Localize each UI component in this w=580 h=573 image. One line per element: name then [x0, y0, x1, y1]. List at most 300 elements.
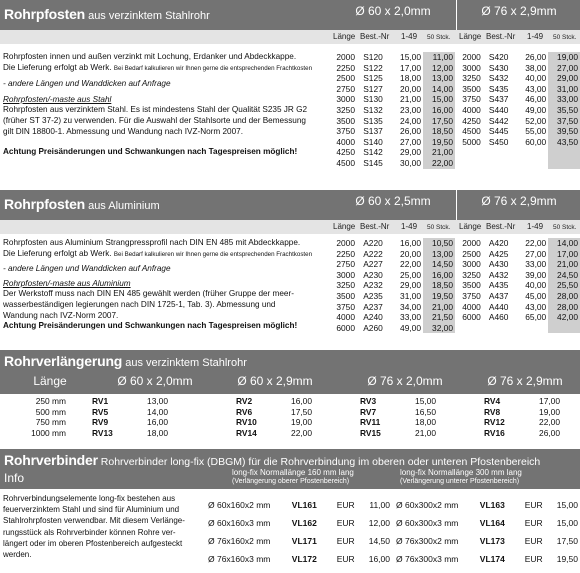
order-number-cell: S440	[488, 104, 509, 115]
price-1-49-cell	[515, 323, 549, 334]
length-cell: 5000	[462, 136, 481, 147]
dim-header-b: Ø 76 x 2,9mm	[481, 4, 557, 18]
extension-length: 1000 mm	[31, 427, 66, 438]
length-cell: 3250	[336, 104, 355, 115]
price-50-cell: 12,00	[423, 63, 455, 74]
price-50-cell: 21,50	[423, 312, 455, 323]
price-row	[330, 73, 455, 84]
price-row	[456, 323, 580, 334]
price-row	[330, 312, 455, 323]
code-cell: VL174	[479, 554, 505, 564]
currency-cell: EUR	[336, 536, 355, 546]
currency-cell: EUR	[336, 518, 355, 528]
order-number-cell: S445	[488, 126, 509, 137]
price-row	[330, 52, 455, 63]
order-number-cell: A220	[363, 238, 383, 248]
price-row	[456, 126, 580, 137]
order-number-cell: S137	[363, 126, 383, 137]
connector-row	[394, 550, 580, 568]
price-1-49-cell: 31,00	[400, 290, 421, 301]
length-cell: 2750	[336, 259, 355, 270]
connector-row	[394, 514, 580, 532]
price-1-49-cell: 27,00	[400, 136, 421, 147]
connector-description	[3, 493, 203, 560]
connector-table-160	[206, 496, 392, 568]
code-cell: VL164	[479, 518, 505, 528]
length-cell: 2000	[336, 238, 355, 248]
extension-code: RV6	[236, 406, 253, 417]
price-row	[456, 249, 580, 260]
order-number-cell: S127	[363, 83, 383, 94]
currency-cell: EUR	[524, 536, 543, 546]
order-number-cell: A460	[488, 312, 509, 323]
order-number-cell: A230	[363, 269, 383, 280]
price-50-cell: 13,00	[423, 73, 455, 84]
dimension-cell: Ø 76x300x3 mm	[396, 554, 459, 564]
extension-code: RV14	[236, 427, 257, 438]
price-1-49-cell: 20,00	[400, 83, 421, 94]
extension-price: 13,00	[147, 396, 168, 406]
price-50-cell: 28,00	[548, 291, 580, 302]
length-cell: 3250	[462, 73, 481, 84]
connector-row	[394, 496, 580, 514]
length-cell: 3000	[336, 94, 355, 105]
price-cell: 15,00	[556, 500, 578, 510]
price-cell: 16,00	[368, 554, 390, 564]
order-number-cell: S450	[488, 136, 509, 147]
order-number-cell: S435	[488, 83, 509, 94]
price-50-cell: 27,00	[548, 63, 580, 74]
dim-header-b: Ø 76 x 2,9mm	[481, 194, 557, 208]
price-cell: 12,00	[368, 518, 390, 528]
extension-price: 18,00	[147, 427, 168, 438]
price-row	[330, 158, 455, 169]
length-cell: 2500	[462, 248, 481, 259]
extension-price: 15,00	[415, 396, 436, 406]
price-1-49-cell: 65,00	[525, 312, 547, 323]
price-1-49-cell: 49,00	[400, 322, 421, 333]
price-50-cell: 28,00	[548, 302, 580, 313]
extension-length: 750 mm	[35, 417, 66, 427]
order-number-cell: S125	[363, 73, 383, 84]
price-1-49-cell: 33,00	[525, 259, 547, 270]
price-1-49-cell	[515, 158, 549, 169]
price-row	[330, 94, 455, 105]
extension-code: RV12	[484, 417, 505, 427]
length-cell: 6000	[462, 312, 481, 323]
section-title: Rohrverlängerung aus verzinktem Stahlrohr	[4, 353, 247, 369]
order-number-cell: A260	[363, 322, 383, 333]
price-1-49-cell: 22,00	[525, 238, 547, 248]
length-cell: 4000	[462, 301, 481, 312]
price-row	[456, 116, 580, 127]
price-50-cell	[548, 158, 580, 169]
price-1-49-cell: 26,00	[400, 126, 421, 137]
price-1-49-cell: 20,00	[400, 248, 421, 259]
price-row	[330, 259, 455, 270]
header-b: long-fix Normallänge 300 mm lang (Verlängerung unterer Pfostenbereich)	[400, 468, 522, 485]
section-title: Rohrpfosten aus verzinktem Stahlrohr	[4, 6, 210, 22]
description-line: Rohrverbindungselemente long-fix bestehen aus	[3, 494, 176, 503]
price-1-49-cell: 39,00	[525, 269, 547, 280]
description-line: Stahlrohrpfosten verwendbar. Mit diesem Verlänge-	[3, 516, 185, 526]
price-row	[330, 302, 455, 313]
price-1-49-cell: 49,00	[525, 104, 547, 115]
price-row	[456, 63, 580, 74]
price-row	[456, 94, 580, 105]
price-row	[456, 259, 580, 270]
price-table-steel-76	[456, 52, 580, 169]
price-row	[456, 73, 580, 84]
order-number-cell: S437	[488, 94, 509, 105]
extension-code: RV9	[92, 417, 109, 427]
price-1-49-cell: 40,00	[525, 73, 547, 84]
length-cell: 2000	[462, 52, 481, 62]
price-1-49-cell: 46,00	[525, 94, 547, 105]
order-number-cell: S145	[363, 157, 383, 168]
price-50-cell: 24,50	[548, 270, 580, 281]
order-number-cell	[483, 147, 515, 158]
price-1-49-cell: 29,00	[400, 147, 421, 158]
price-1-49-cell: 26,00	[525, 52, 547, 62]
price-50-cell: 29,00	[548, 73, 580, 84]
length-cell: 3750	[462, 94, 481, 105]
price-1-49-cell: 55,00	[525, 126, 547, 137]
length-cell: 2250	[336, 62, 355, 73]
connector-row	[206, 514, 392, 532]
price-1-49-cell: 21,00	[400, 94, 421, 105]
extension-price: 22,00	[291, 427, 312, 438]
price-50-cell: 19,50	[423, 137, 455, 148]
price-1-49-cell: 60,00	[525, 136, 547, 147]
price-row	[330, 323, 455, 334]
price-table-alu-60	[330, 238, 455, 333]
price-50-cell: 11,00	[423, 52, 455, 63]
price-row	[330, 249, 455, 260]
length-cell	[456, 158, 483, 169]
column-headers: Länge Best.-Nr 1-49 50 Stck. Länge Best.-Nr 1-49 50 Stck.	[0, 30, 580, 44]
section-header-steel-posts	[0, 0, 580, 30]
extension-price: 14,00	[147, 406, 168, 417]
length-cell: 4500	[462, 126, 481, 137]
order-number-cell: S132	[363, 104, 383, 115]
connector-table-300	[394, 496, 580, 568]
price-50-cell: 37,50	[548, 116, 580, 127]
price-row	[456, 147, 580, 158]
dimension-cell: Ø 60x160x3 mm	[208, 518, 271, 528]
order-number-cell: S432	[488, 73, 509, 84]
order-number-cell: S120	[363, 52, 383, 62]
length-cell: 4000	[336, 312, 355, 323]
length-cell	[456, 147, 483, 158]
price-50-cell: 16,00	[423, 270, 455, 281]
order-number-cell: S135	[363, 115, 383, 126]
order-number-cell	[483, 323, 515, 334]
price-1-49-cell: 22,00	[400, 259, 421, 270]
connector-row	[206, 532, 392, 550]
price-1-49-cell: 33,00	[400, 312, 421, 323]
order-number-cell: A440	[488, 301, 509, 312]
price-1-49-cell: 18,00	[400, 73, 421, 84]
currency-cell: EUR	[336, 500, 355, 510]
price-row	[330, 137, 455, 148]
dimension-cell: Ø 60x300x3 mm	[396, 518, 459, 528]
steel-description: Rohrpfosten innen und außen verzinkt mit Lochung, Erdanker und Abdeckkappe. Die Lieferung erfolgt ab Werk. Bei Bedarf kalkulieren wir Ihnen gerne die entsprechenden Frachtkosten - andere Längen und Wanddicken auf Anfrage Rohrpfosten/-maste aus Stahl Rohrpfosten aus verzinktem Stahl. Es ist mindestens Stahl der Qualität S235 JR G2 (früher ST 37-2) zu verwenden. Für die Auswahl der Stahlsorte und der Bemessung gilt DIN 18800-1. Abmessung und Wandung nach IVZ-Norm 2007. Achtung Preisänderungen und Schwankungen nach Tagespreisen möglich!	[3, 52, 313, 157]
column-headers: Länge Best.-Nr 1-49 50 Stck. Länge Best.-Nr 1-49 50 Stck.	[0, 220, 580, 234]
order-number-cell: A240	[363, 312, 383, 323]
dimension-cell: Ø 60x160x2 mm	[208, 500, 271, 510]
price-1-49-cell	[515, 147, 549, 158]
price-row	[330, 291, 455, 302]
price-50-cell: 16,00	[423, 105, 455, 116]
order-number-cell: A430	[488, 259, 509, 270]
length-cell: 6000	[336, 322, 355, 333]
price-row	[456, 84, 580, 95]
price-row	[330, 116, 455, 127]
length-cell: 3000	[462, 62, 481, 73]
price-1-49-cell: 40,00	[525, 280, 547, 291]
price-row	[456, 280, 580, 291]
extension-code: RV8	[484, 406, 501, 417]
price-row	[330, 126, 455, 137]
description-line: rungsstück als Rohrverbinder können Rohre ver-	[3, 527, 176, 537]
price-1-49-cell: 43,00	[525, 83, 547, 94]
extension-code: RV4	[484, 396, 501, 406]
dim-header-a: Ø 60 x 2,5mm	[355, 194, 431, 208]
order-number-cell: S122	[363, 62, 383, 73]
price-cell: 14,50	[368, 536, 390, 546]
extension-header-row: Länge Ø 60 x 2,0mm Ø 60 x 2,9mm Ø 76 x 2,0mm Ø 76 x 2,9mm	[0, 370, 580, 394]
dimension-cell: Ø 76x160x2 mm	[208, 536, 271, 546]
price-1-49-cell: 16,00	[400, 238, 421, 248]
extension-code: RV5	[92, 406, 109, 417]
extension-price: 18,00	[415, 417, 436, 427]
price-50-cell: 18,50	[423, 126, 455, 137]
length-cell: 3000	[462, 259, 481, 270]
extension-table	[0, 396, 580, 446]
extension-price: 22,00	[539, 417, 560, 427]
price-50-cell: 33,00	[548, 94, 580, 105]
length-cell: 4000	[336, 136, 355, 147]
extension-code: RV13	[92, 427, 113, 438]
price-row	[456, 302, 580, 313]
code-cell: VL172	[291, 554, 317, 564]
order-number-cell: A425	[488, 248, 509, 259]
price-row	[330, 147, 455, 158]
price-50-cell: 18,50	[423, 280, 455, 291]
order-number-cell: S140	[363, 136, 383, 147]
price-50-cell: 17,50	[423, 116, 455, 127]
code-cell: VL173	[479, 536, 505, 546]
price-50-cell: 19,00	[548, 52, 580, 63]
dimension-cell: Ø 60x300x2 mm	[396, 500, 459, 510]
extension-code: RV11	[360, 417, 381, 427]
price-50-cell: 17,00	[548, 249, 580, 260]
price-1-49-cell: 34,00	[400, 301, 421, 312]
price-50-cell: 22,00	[423, 158, 455, 169]
price-table-steel-60	[330, 52, 455, 169]
price-1-49-cell: 45,00	[525, 290, 547, 301]
price-row	[330, 238, 455, 249]
length-cell: 3250	[462, 269, 481, 280]
extension-code: RV15	[360, 427, 381, 438]
order-number-cell: A435	[488, 280, 509, 291]
length-cell: 3750	[336, 301, 355, 312]
extension-price: 26,00	[539, 427, 560, 438]
length-cell: 3750	[462, 290, 481, 301]
extension-price: 16,50	[415, 406, 436, 417]
extension-code: RV3	[360, 396, 377, 406]
section-header-alu-posts	[0, 190, 580, 220]
price-row	[456, 312, 580, 323]
price-1-49-cell: 15,00	[400, 52, 421, 62]
length-cell: 3500	[336, 115, 355, 126]
length-cell: 2000	[336, 52, 355, 62]
price-row	[456, 270, 580, 281]
order-number-cell: A432	[488, 269, 509, 280]
length-cell: 2750	[336, 83, 355, 94]
info-label: Info	[4, 471, 25, 485]
extension-price: 21,00	[415, 427, 436, 438]
extension-code: RV10	[236, 417, 257, 427]
description-line: längert oder im oberen Pfostenbereich aufgesteckt	[3, 538, 183, 548]
price-50-cell: 14,50	[423, 259, 455, 270]
price-50-cell: 31,00	[548, 84, 580, 95]
price-row	[330, 270, 455, 281]
price-1-49-cell: 52,00	[525, 115, 547, 126]
dimension-cell: Ø 76x300x2 mm	[396, 536, 459, 546]
price-50-cell: 39,50	[548, 126, 580, 137]
order-number-cell: A237	[363, 301, 383, 312]
price-row	[330, 280, 455, 291]
length-cell	[456, 323, 483, 334]
code-cell: VL162	[291, 518, 317, 528]
price-50-cell: 15,00	[423, 94, 455, 105]
price-50-cell	[548, 147, 580, 158]
price-row	[456, 52, 580, 63]
order-number-cell	[483, 158, 515, 169]
dimension-cell: Ø 76x160x3 mm	[208, 554, 271, 564]
price-1-49-cell: 43,00	[525, 301, 547, 312]
length-cell: 2000	[462, 238, 481, 248]
extension-code: RV16	[484, 427, 505, 438]
price-50-cell	[548, 323, 580, 334]
price-50-cell: 21,00	[548, 259, 580, 270]
price-1-49-cell: 23,00	[400, 104, 421, 115]
length-cell: 4500	[336, 157, 355, 168]
order-number-cell: A227	[363, 259, 383, 270]
price-50-cell: 10,50	[423, 238, 455, 249]
extension-code: RV1	[92, 396, 109, 406]
length-cell: 4000	[462, 104, 481, 115]
price-50-cell: 21,00	[423, 147, 455, 158]
price-50-cell: 19,50	[423, 291, 455, 302]
currency-cell: EUR	[524, 518, 543, 528]
extension-price: 19,00	[291, 417, 312, 427]
order-number-cell: S142	[363, 147, 383, 158]
length-cell: 2250	[336, 248, 355, 259]
order-number-cell: S430	[488, 62, 509, 73]
order-number-cell: A222	[363, 248, 383, 259]
order-number-cell: A420	[488, 238, 509, 248]
section-header-connector	[0, 449, 580, 489]
section-title: Rohrverbinder Rohrverbinder long-fix (DBGM) für die Rohrverbindung im oberen oder unteren Pfostenbereich	[4, 452, 541, 468]
price-cell: 19,50	[556, 554, 578, 564]
order-number-cell: A437	[488, 290, 509, 301]
price-50-cell: 25,50	[548, 280, 580, 291]
header-a: long-fix Normallänge 160 mm lang (Verlängerung oberer Pfostenbereich)	[232, 468, 354, 485]
length-cell: 3500	[336, 290, 355, 301]
price-1-49-cell: 38,00	[525, 62, 547, 73]
alu-description: Rohrpfosten aus Aluminium Strangpressprofil nach DIN EN 485 mit Abdeckkappe. Die Lieferung erfolgt ab Werk. Bei Bedarf kalkulieren wir Ihnen gerne die entsprechenden Frachtkosten - andere Längen und Wanddicken auf Anfrage Rohrpfosten/-maste aus Aluminium Der Werkstoff muss nach DIN EN 485 gewählt werden (früher Gruppe der meer- wasserbeständigen legierungen nach DIN 1725-1, Tab. 3). Abmessung und Wandung nach IVZ-Norm 2007. Achtung Preisänderungen und Schwankungen nach Tagespreisen möglich!	[3, 238, 313, 331]
description-line: feuerverzinktem Stahl und sind für Aluminium und	[3, 505, 180, 515]
section-header-extension	[0, 350, 580, 370]
order-number-cell: S420	[488, 52, 509, 62]
price-row	[330, 84, 455, 95]
extension-price: 17,50	[291, 406, 312, 417]
length-cell: 3250	[336, 280, 355, 291]
price-1-49-cell: 30,00	[400, 157, 421, 168]
price-50-cell: 42,00	[548, 312, 580, 323]
price-cell: 11,00	[369, 500, 390, 510]
price-50-cell: 21,00	[423, 302, 455, 313]
length-cell: 4250	[462, 115, 481, 126]
price-50-cell: 14,00	[548, 238, 580, 249]
order-number-cell: S130	[363, 94, 383, 105]
price-cell: 15,00	[556, 518, 578, 528]
dim-header-a: Ø 60 x 2,0mm	[355, 4, 431, 18]
extension-code: RV2	[236, 396, 253, 406]
currency-cell: EUR	[336, 554, 355, 564]
length-cell: 4250	[336, 147, 355, 158]
price-row	[456, 238, 580, 249]
length-cell: 2500	[336, 73, 355, 84]
order-number-cell: A232	[363, 280, 383, 291]
price-row	[456, 137, 580, 148]
extension-code: RV7	[360, 406, 377, 417]
extension-price: 19,00	[539, 406, 560, 417]
connector-row	[206, 496, 392, 514]
price-50-cell: 43,50	[548, 137, 580, 148]
code-cell: VL163	[479, 500, 505, 510]
price-50-cell: 32,00	[423, 323, 455, 334]
order-number-cell: S442	[488, 115, 509, 126]
length-cell: 3500	[462, 280, 481, 291]
price-1-49-cell: 25,00	[400, 269, 421, 280]
currency-cell: EUR	[524, 554, 543, 564]
price-50-cell: 13,00	[423, 249, 455, 260]
description-line: werden.	[3, 550, 32, 560]
code-cell: VL171	[291, 536, 317, 546]
connector-row	[394, 532, 580, 550]
extension-length: 500 mm	[35, 406, 66, 417]
extension-price: 16,00	[147, 417, 168, 427]
price-cell: 17,50	[556, 536, 578, 546]
length-cell: 3750	[336, 126, 355, 137]
currency-cell: EUR	[524, 500, 543, 510]
price-1-49-cell: 17,00	[400, 62, 421, 73]
extension-price: 17,00	[539, 396, 560, 406]
length-cell: 3000	[336, 269, 355, 280]
price-row	[456, 105, 580, 116]
connector-row	[206, 550, 392, 568]
price-1-49-cell: 29,00	[400, 280, 421, 291]
price-row	[456, 291, 580, 302]
section-title: Rohrpfosten aus Aluminium	[4, 196, 160, 212]
price-1-49-cell: 24,00	[400, 115, 421, 126]
length-cell: 3500	[462, 83, 481, 94]
extension-length: 250 mm	[35, 396, 66, 406]
